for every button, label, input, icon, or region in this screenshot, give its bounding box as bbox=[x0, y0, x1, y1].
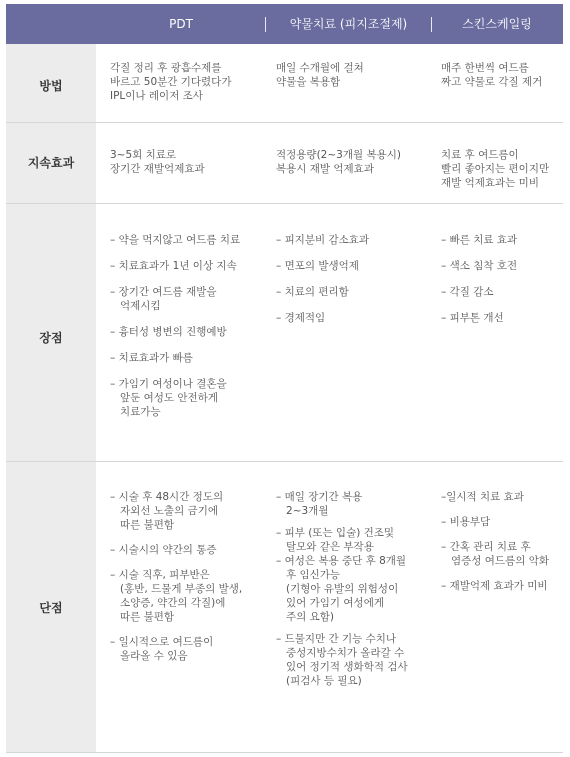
cell-text-line: 장기간 재발억제효과 bbox=[110, 163, 205, 175]
cell-text-line: 빨리 좋아지는 편이지만 bbox=[441, 163, 550, 175]
list-item-text: 있어 정기적 생화학적 검사 bbox=[276, 661, 408, 673]
list-item-text: – 시술 직후, 피부반은 bbox=[110, 569, 210, 581]
list-item-text: – 피지분비 감소효과 bbox=[276, 234, 370, 246]
list-item bbox=[110, 259, 265, 273]
list-item-text: – 경제적임 bbox=[276, 312, 326, 324]
list-item bbox=[276, 259, 426, 273]
list-item bbox=[110, 233, 265, 247]
list-item-text: – 빠른 치료 효과 bbox=[441, 234, 518, 246]
list-item-text: – 일시적으로 여드름이 bbox=[110, 636, 214, 648]
row-label-pros: 장점 bbox=[39, 331, 63, 345]
list-item-text: – 흉터성 병변의 진행예방 bbox=[110, 326, 227, 338]
pros-medication-list bbox=[276, 233, 426, 325]
list-item-text: 자외선 노출의 금기에 bbox=[110, 505, 218, 517]
list-item bbox=[110, 377, 265, 419]
cell-text-line: 각질 정리 후 광흡수제를 bbox=[110, 62, 222, 74]
row-label-cons: 단점 bbox=[39, 601, 63, 615]
label-column bbox=[6, 44, 96, 752]
list-item bbox=[110, 635, 265, 663]
list-item bbox=[110, 490, 265, 532]
list-item-text: – 시술 후 48시간 정도의 bbox=[110, 491, 224, 503]
list-item bbox=[441, 579, 563, 593]
list-item-text: – 드물지만 간 기능 수치나 bbox=[276, 633, 397, 645]
pros-pdt-list bbox=[110, 233, 265, 419]
list-item-text: (홍반, 드물게 부종의 발생, bbox=[110, 583, 243, 595]
list-item-text: 올라올 수 있음 bbox=[110, 650, 188, 662]
list-item-text: – 여성은 복용 중단 후 8개월 bbox=[276, 555, 407, 567]
list-item-text: – 재발억제 효과가 미비 bbox=[441, 580, 548, 592]
row-label-method: 방법 bbox=[39, 79, 63, 93]
list-item-text: 탈모와 같은 부작용 bbox=[276, 541, 374, 553]
list-item bbox=[110, 351, 265, 365]
list-item-text: – 약을 먹지않고 여드름 치료 bbox=[110, 234, 241, 246]
list-item bbox=[276, 526, 426, 624]
list-item bbox=[441, 490, 563, 504]
list-item-text: – 가임기 여성이나 결혼을 bbox=[110, 378, 227, 390]
list-item-text: 중성지방수치가 올라갈 수 bbox=[276, 647, 405, 659]
list-item bbox=[110, 568, 265, 624]
list-item-text: – 치료의 편리함 bbox=[276, 286, 349, 298]
cell-text-line: 매일 수개월에 걸쳐 bbox=[276, 62, 364, 74]
list-item-text: (기형아 유발의 위험성이 bbox=[276, 583, 399, 595]
method-medication bbox=[276, 61, 426, 89]
list-item bbox=[441, 285, 561, 299]
list-item-text: (피검사 등 필요) bbox=[276, 675, 362, 687]
cell-text-line: 복용시 재발 억제효과 bbox=[276, 163, 374, 175]
pros-skin-scaling-list bbox=[441, 233, 561, 325]
row-label-duration: 지속효과 bbox=[27, 156, 75, 170]
cell-text-line: 매주 한번씩 여드름 bbox=[441, 62, 529, 74]
row-divider bbox=[6, 122, 563, 123]
header-skin-scaling: 스킨스케일링 bbox=[462, 17, 532, 31]
list-item-text: – 비용부담 bbox=[441, 516, 491, 528]
duration-skin-scaling bbox=[441, 148, 561, 190]
list-item-text: –일시적 치료 효과 bbox=[441, 491, 524, 503]
list-item-text: – 시술시의 약간의 통증 bbox=[110, 544, 217, 556]
list-item bbox=[441, 259, 561, 273]
list-item bbox=[110, 543, 265, 557]
list-item-text: 소양증, 약간의 각질)에 bbox=[110, 597, 226, 609]
list-item bbox=[110, 285, 265, 313]
cons-skin-scaling-list bbox=[441, 490, 563, 593]
cell-text-line: 적정용량(2~3개월 복용시) bbox=[276, 149, 401, 161]
cell-text-line: 약물을 복용함 bbox=[276, 76, 341, 88]
list-item-text: – 치료효과가 1년 이상 지속 bbox=[110, 260, 237, 272]
list-item bbox=[441, 233, 561, 247]
list-item-text: – 치료효과가 빠름 bbox=[110, 352, 193, 364]
list-item-text: – 각질 감소 bbox=[441, 286, 494, 298]
cell-text-line: 재발 억제효과는 미비 bbox=[441, 177, 539, 189]
list-item-text: – 간혹 관리 치료 후 bbox=[441, 541, 531, 553]
list-item-text: – 장기간 여드름 재발을 bbox=[110, 286, 217, 298]
list-item bbox=[276, 311, 426, 325]
list-item-text: – 피부 (또는 입술) 건조및 bbox=[276, 527, 395, 539]
list-item bbox=[441, 515, 563, 529]
row-divider bbox=[6, 461, 563, 462]
list-item-text: 억제시킴 bbox=[110, 300, 161, 312]
list-item bbox=[276, 490, 426, 518]
cell-text-line: 바르고 50분간 기다렸다가 bbox=[110, 76, 232, 88]
list-item-text: 치료가능 bbox=[110, 406, 161, 418]
row-divider bbox=[6, 203, 563, 204]
duration-medication bbox=[276, 148, 426, 176]
method-pdt bbox=[110, 61, 260, 103]
cell-text-line: 치료 후 여드름이 bbox=[441, 149, 519, 161]
list-item bbox=[110, 325, 265, 339]
list-item bbox=[441, 540, 563, 568]
table-header bbox=[6, 4, 563, 44]
list-item-text: 염증성 여드름의 악화 bbox=[441, 555, 549, 567]
list-item bbox=[276, 233, 426, 247]
list-item-text: – 색소 침착 호전 bbox=[441, 260, 518, 272]
list-item-text: 후 임신가능 bbox=[276, 569, 341, 581]
cons-medication-list bbox=[276, 490, 426, 688]
list-item-text: 앞둔 여성도 안전하게 bbox=[110, 392, 218, 404]
cell-text-line: IPL이나 레이저 조사 bbox=[110, 90, 203, 102]
cell-text-line: 3~5회 치료로 bbox=[110, 149, 177, 161]
list-item bbox=[276, 632, 426, 688]
method-skin-scaling bbox=[441, 61, 561, 89]
header-medication: 약물치료 (피지조절제) bbox=[289, 17, 408, 31]
list-item-text: 주의 요함) bbox=[276, 611, 335, 623]
cell-text-line: 짜고 약물로 각질 제거 bbox=[441, 76, 543, 88]
list-item bbox=[441, 311, 561, 325]
header-pdt: PDT bbox=[169, 17, 193, 31]
list-item-text: 2~3개월 bbox=[276, 505, 329, 517]
list-item-text: – 피부톤 개선 bbox=[441, 312, 504, 324]
list-item bbox=[276, 285, 426, 299]
list-item-text: 따른 불편함 bbox=[110, 519, 175, 531]
list-item-text: 있어 가임기 여성에게 bbox=[276, 597, 384, 609]
row-divider bbox=[6, 752, 563, 753]
list-item-text: 따른 불편함 bbox=[110, 611, 175, 623]
list-item-text: – 매일 장기간 복용 bbox=[276, 491, 363, 503]
list-item-text: – 면포의 발생억제 bbox=[276, 260, 359, 272]
cons-pdt-list bbox=[110, 490, 265, 663]
duration-pdt bbox=[110, 148, 260, 176]
